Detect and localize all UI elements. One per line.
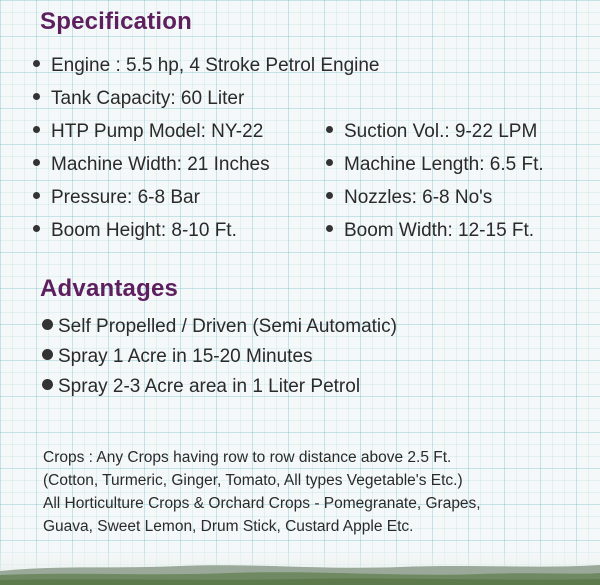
advantages-heading: Advantages (40, 275, 179, 302)
crops-line: Crops : Any Crops having row to row distance above 2.5 Ft. (43, 449, 452, 466)
crops-line: (Cotton, Turmeric, Ginger, Tomato, All types Vegetable's Etc.) (43, 472, 463, 489)
crops-line: Guava, Sweet Lemon, Drum Stick, Custard Apple Etc. (43, 518, 414, 535)
bullet-icon (42, 379, 53, 390)
spec-text: Pressure: 6-8 Bar (51, 187, 200, 208)
spec-item-tank-capacity (33, 88, 244, 110)
advantage-text: Spray 1 Acre in 15-20 Minutes (58, 346, 313, 367)
specification-heading: Specification (40, 8, 192, 35)
spec-text: Machine Length: 6.5 Ft. (344, 154, 544, 175)
crops-note (43, 446, 583, 538)
crops-line: All Horticulture Crops & Orchard Crops - Pomegranate, Grapes, (43, 495, 481, 512)
advantage-item (42, 376, 360, 398)
spec-text: Engine : 5.5 hp, 4 Stroke Petrol Engine (51, 55, 380, 76)
advantage-item (42, 346, 313, 368)
spec-item-machine-length (326, 154, 544, 176)
spec-text: Tank Capacity: 60 Liter (51, 88, 245, 109)
advantage-text: Spray 2-3 Acre area in 1 Liter Petrol (58, 376, 361, 397)
spec-item-boom-height (33, 220, 237, 242)
spec-text: Nozzles: 6-8 No's (344, 187, 493, 208)
bullet-icon (326, 159, 333, 166)
spec-text: HTP Pump Model: NY-22 (51, 121, 264, 142)
bullet-icon (326, 192, 333, 199)
advantage-item (42, 316, 397, 338)
landscape-image (0, 545, 600, 585)
spec-item-pump-model (33, 121, 263, 143)
spec-item-pressure (33, 187, 200, 209)
bullet-icon (33, 93, 40, 100)
spec-item-nozzles (326, 187, 492, 209)
advantage-text: Self Propelled / Driven (Semi Automatic) (58, 316, 397, 337)
bullet-icon (42, 319, 53, 330)
bullet-icon (33, 126, 40, 133)
spec-item-engine (33, 55, 380, 77)
spec-text: Suction Vol.: 9-22 LPM (344, 121, 538, 142)
spec-item-machine-width (33, 154, 270, 176)
spec-text: Boom Height: 8-10 Ft. (51, 220, 237, 241)
spec-item-boom-width (326, 220, 534, 242)
bullet-icon (326, 225, 333, 232)
bullet-icon (33, 225, 40, 232)
bullet-icon (42, 349, 53, 360)
bullet-icon (33, 159, 40, 166)
bullet-icon (33, 192, 40, 199)
bullet-icon (33, 60, 40, 67)
spec-item-suction-vol (326, 121, 537, 143)
bullet-icon (326, 126, 333, 133)
spec-text: Machine Width: 21 Inches (51, 154, 270, 175)
spec-text: Boom Width: 12-15 Ft. (344, 220, 535, 241)
